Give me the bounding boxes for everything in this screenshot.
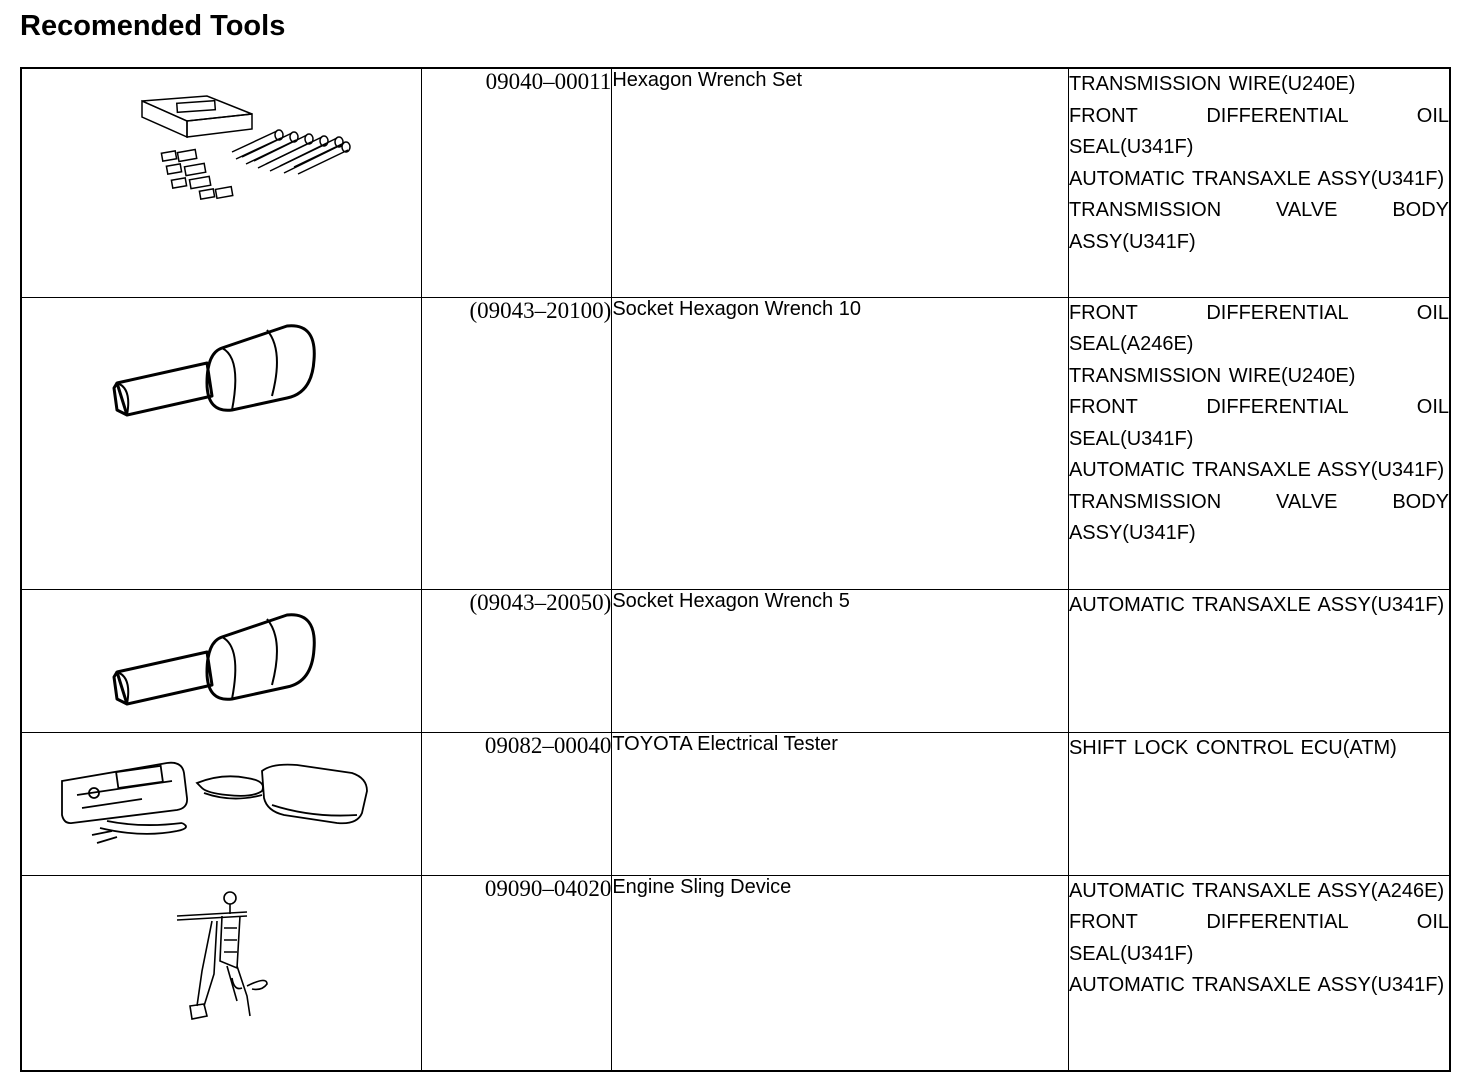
table-row [21, 589, 1450, 732]
tool-name: TOYOTA Electrical Tester [612, 732, 1069, 875]
usage-item: AUTOMATIC TRANSAXLE ASSY(A246E) [1068, 879, 1445, 902]
tool-usage-list [1068, 589, 1450, 732]
electrical-tester-icon [22, 733, 421, 873]
usage-item: AUTOMATIC TRANSAXLE ASSY(U341F) [1068, 459, 1445, 481]
table-row [21, 297, 1450, 589]
part-number: (09043–20100) [422, 297, 612, 589]
tool-name: Socket Hexagon Wrench 5 [612, 589, 1069, 732]
tool-illustration-cell [21, 68, 422, 297]
part-number: 09040–00011 [422, 68, 612, 297]
tool-usage-list [1068, 875, 1450, 1071]
usage-item: FRONT DIFFERENTIAL OIL SEAL(U341F) [1068, 911, 1449, 965]
usage-item: AUTOMATIC TRANSAXLE ASSY(U341F) [1068, 167, 1445, 190]
tool-illustration-cell [21, 875, 422, 1071]
usage-item: FRONT DIFFERENTIAL OIL SEAL(U341F) [1068, 396, 1449, 450]
usage-item: TRANSMISSION WIRE(U240E) [1068, 73, 1356, 95]
usage-item: FRONT DIFFERENTIAL OIL SEAL(U341F) [1068, 104, 1449, 158]
page-title: Recomended Tools [20, 10, 286, 42]
tool-name: Engine Sling Device [612, 875, 1069, 1071]
hexagon-wrench-set-icon [22, 69, 421, 295]
tool-illustration-cell [21, 297, 422, 589]
table-row [21, 68, 1450, 297]
part-number: 09082–00040 [422, 732, 612, 875]
tool-usage-list [1068, 68, 1450, 297]
part-number: (09043–20050) [422, 589, 612, 732]
usage-item: TRANSMISSION VALVE BODY ASSY(U341F) [1068, 199, 1449, 253]
usage-item: SHIFT LOCK CONTROL ECU(ATM) [1068, 736, 1397, 759]
tool-usage-list [1068, 297, 1450, 589]
tool-name: Socket Hexagon Wrench 10 [612, 297, 1069, 589]
engine-sling-device-icon [22, 876, 421, 1070]
tool-illustration-cell [21, 589, 422, 732]
usage-item: TRANSMISSION WIRE(U240E) [1068, 364, 1356, 387]
table-row [21, 732, 1450, 875]
usage-item: FRONT DIFFERENTIAL OIL SEAL(A246E) [1068, 301, 1449, 355]
recommended-tools-table [20, 67, 1451, 1072]
tool-name: Hexagon Wrench Set [612, 68, 1069, 297]
part-number: 09090–04020 [422, 875, 612, 1071]
usage-item: TRANSMISSION VALVE BODY ASSY(U341F) [1068, 490, 1449, 544]
tool-illustration-cell [21, 732, 422, 875]
tool-usage-list [1068, 732, 1450, 875]
socket-hexagon-wrench-icon [22, 590, 421, 730]
socket-hexagon-wrench-icon [22, 298, 421, 588]
usage-item: AUTOMATIC TRANSAXLE ASSY(U341F) [1068, 974, 1445, 996]
usage-item: AUTOMATIC TRANSAXLE ASSY(U341F) [1068, 593, 1445, 616]
table-row [21, 875, 1450, 1071]
